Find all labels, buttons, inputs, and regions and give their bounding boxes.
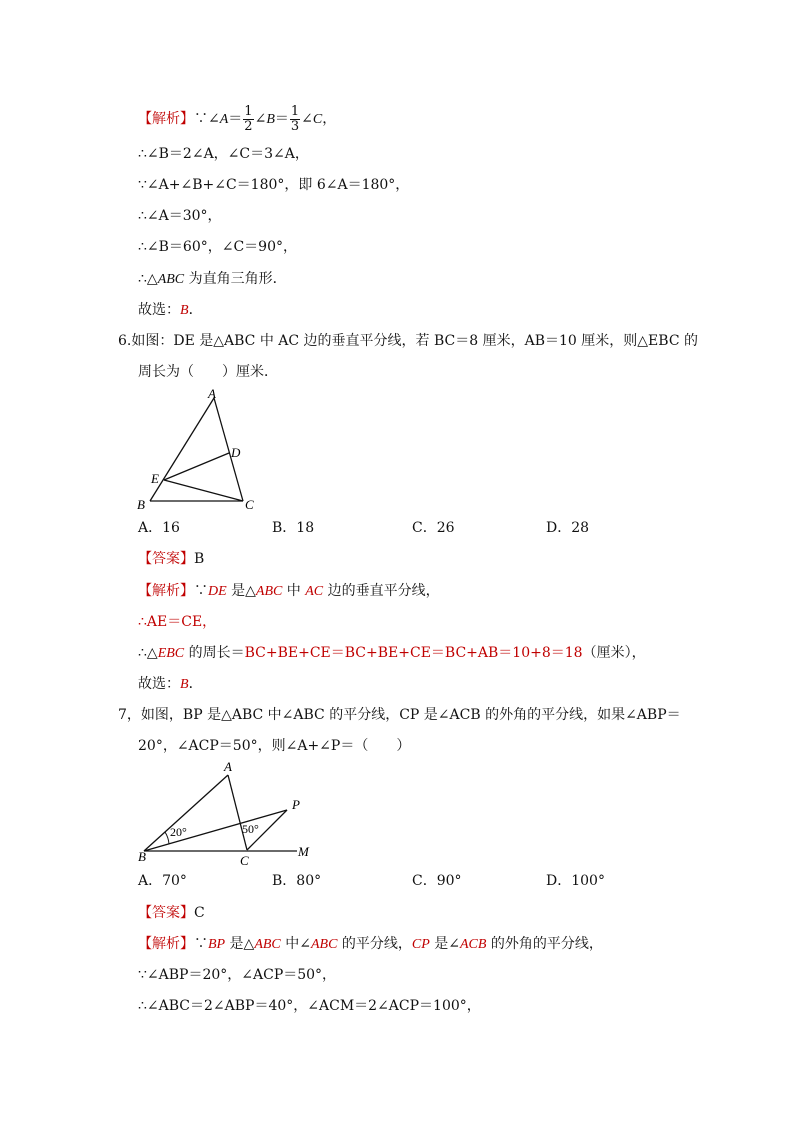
q7-option-d: D．100° (546, 873, 605, 889)
q5-analysis-line4: ∴∠A＝30°， (138, 208, 222, 224)
q6-option-c: C．26 (412, 520, 455, 536)
q5-analysis-line5: ∴∠B＝60°，∠C＝90°， (138, 239, 297, 255)
q6-answer-line: 【答案】B (138, 551, 205, 567)
q5-analysis-line3: ∵∠A+∠B+∠C＝180°，即 6∠A＝180°， (138, 177, 410, 193)
label-c: C (240, 853, 249, 868)
fraction-one-third: $\frac{1}{3}$ (290, 103, 300, 134)
label-a: A (224, 759, 232, 774)
q6-option-a: A．16 (138, 520, 180, 536)
q6-choice-line: 故选：B． (138, 676, 203, 692)
q7-option-b: B．80° (272, 873, 322, 889)
q6-analysis-line2: ∴AE＝CE， (138, 614, 217, 630)
q6-option-b: B．18 (272, 520, 315, 536)
q7-triangle-figure (132, 758, 322, 868)
q7-option-c: C．90° (412, 873, 462, 889)
q6-option-d: D．28 (546, 520, 590, 536)
label-d: D (231, 445, 241, 460)
q5-analysis-line6: ∴△ABC 为直角三角形． (138, 271, 287, 287)
label-c: C (245, 497, 254, 512)
q7-analysis-line2: ∵∠ABP＝20°，∠ACP＝50°， (138, 967, 337, 983)
q6-stem-line1: 6.如图：DE 是△ABC 中 AC 边的垂直平分线，若 BC＝8 厘米，AB＝10 厘米，则△EBC 的 (118, 333, 698, 349)
q6-analysis-line1: 【解析】∵DE 是△ABC 中 AC 边的垂直平分线， (138, 583, 440, 599)
label-m: M (298, 844, 309, 859)
segment-ec (164, 480, 243, 501)
q5-choice-line: 故选：B． (138, 302, 203, 318)
fraction-one-half: $\frac{1}{2}$ (244, 103, 253, 134)
segment-bp (144, 810, 287, 851)
label-b: B (137, 497, 145, 512)
label-b: B (138, 849, 146, 864)
q7-answer-line: 【答案】C (138, 905, 205, 921)
q7-analysis-line1: 【解析】∵BP 是△ABC 中∠ABC 的平分线，CP 是∠ACB 的外角的平分线， (138, 936, 603, 952)
q7-option-a: A．70° (138, 873, 187, 889)
label-e: E (151, 471, 159, 486)
analysis-tag: 【解析】 (138, 111, 194, 127)
label-p: P (292, 797, 300, 812)
q7-stem-line1: 7，如图，BP 是△ABC 中∠ABC 的平分线，CP 是∠ACB 的外角的平分线，如果∠ABP＝ (118, 707, 681, 723)
label-angle-20: 20° (170, 825, 187, 839)
label-angle-50: 50° (242, 822, 259, 836)
q6-stem-line2: 周长为（ ）厘米． (138, 364, 278, 380)
q6-analysis-line3: ∴△EBC 的周长＝BC+BE+CE＝BC+BE+CE＝BC+AB＝10+8＝18（厘米）， (138, 645, 646, 661)
label-a: A (208, 388, 216, 401)
q7-stem-line2: 20°，∠ACP＝50°，则∠A+∠P＝（ ） (138, 738, 411, 754)
side-ac (228, 775, 247, 850)
q6-triangle-figure (130, 388, 270, 513)
side-ab (150, 398, 214, 501)
segment-ed (164, 453, 229, 480)
q5-analysis-line2: ∴∠B＝2∠A，∠C＝3∠A， (138, 146, 309, 162)
q7-analysis-line3: ∴∠ABC＝2∠ABP＝40°，∠ACM＝2∠ACP＝100°， (138, 998, 481, 1014)
q5-analysis-line1: 【解析】∵∠A＝ $\frac{1}{2}$ ∠B＝ $\frac{1}{3}$ ∠C， (138, 103, 337, 134)
angle-arc-b (165, 832, 169, 844)
